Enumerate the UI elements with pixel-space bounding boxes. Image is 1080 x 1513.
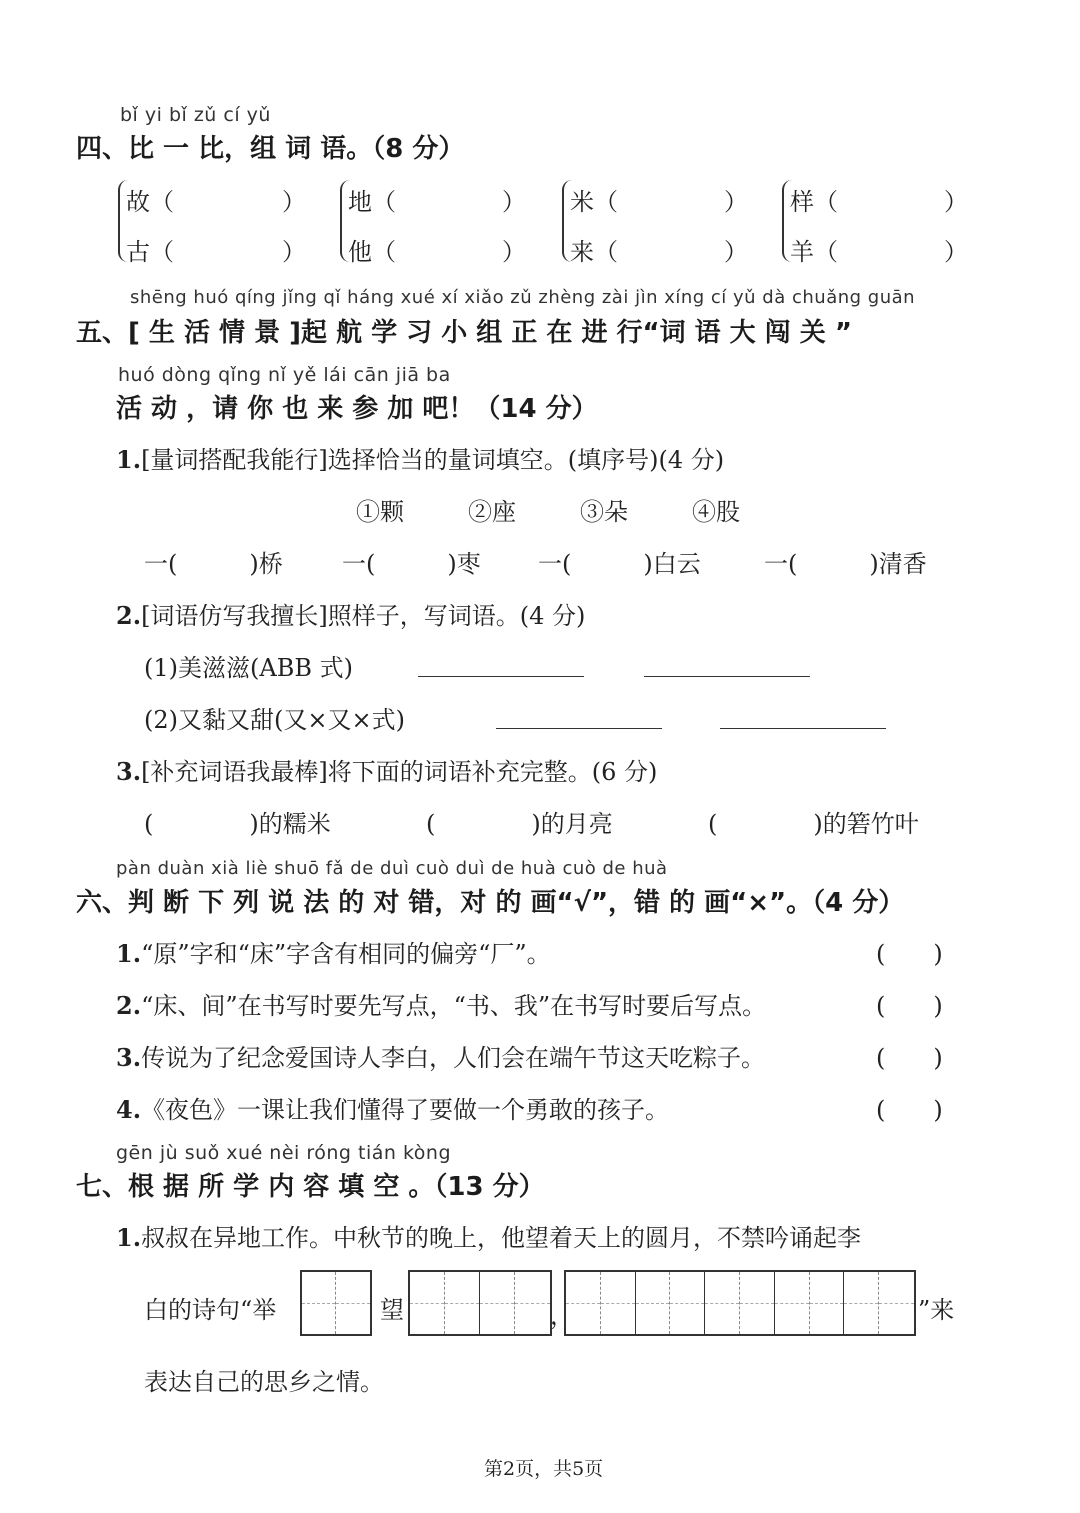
question-5-2 (116, 596, 585, 631)
grid-cell[interactable] (775, 1272, 810, 1334)
judgement-item-2 (116, 986, 766, 1021)
writing-grid-1[interactable] (300, 1270, 372, 1336)
answer-line[interactable] (720, 728, 886, 729)
item-number: 4. (116, 1095, 142, 1124)
grid-cell[interactable] (740, 1272, 775, 1334)
completion-blank[interactable]: ( )的糯米 (144, 810, 331, 838)
question-7-1 (116, 1218, 861, 1253)
grid-cell[interactable] (480, 1272, 515, 1334)
poem-suffix: ”来 (918, 1296, 955, 1324)
paren-close: ） (502, 238, 526, 266)
item-text: 传说为了纪念爱国诗人李白，人们会在端午节这天吃粽子。 (141, 1044, 766, 1072)
imitation-item-1: (1)美滋滋(ABB 式) (144, 654, 353, 682)
judgement-answer-blank[interactable]: ( ) (876, 1096, 943, 1124)
answer-line[interactable] (496, 728, 662, 729)
pair-bottom-char: 羊（ (790, 238, 838, 266)
question-7-1-line3: 表达自己的思乡之情。 (144, 1368, 384, 1396)
section7-title: 七、根 据 所 学 内 容 填 空 。（13 分） (76, 1172, 545, 1202)
measure-word-option: ③朵 (580, 498, 628, 526)
grid-cell[interactable] (515, 1272, 550, 1334)
section4-title: 四、比 一 比，组 词 语。（8 分） (76, 134, 465, 164)
judgement-item-3 (116, 1038, 765, 1073)
writing-grid-2[interactable] (408, 1270, 552, 1336)
grid-cell[interactable] (636, 1272, 671, 1334)
completion-blank[interactable]: ( )的月亮 (426, 810, 613, 838)
paren-close: ） (502, 188, 526, 216)
writing-grid-3[interactable] (564, 1270, 916, 1336)
paren-close: ） (724, 238, 748, 266)
pair-top-char: 样（ (790, 188, 838, 216)
pair-bottom-char: 来（ (570, 238, 618, 266)
section5-pinyin-line1: shēng huó qíng jǐng qǐ háng xué xí xiǎo zǔ zhèng zài jìn xíng cí yǔ dà chuǎng guān (130, 287, 916, 308)
question-5-1 (116, 440, 724, 475)
question-number: 1. (116, 445, 142, 474)
grid-cell[interactable] (566, 1272, 601, 1334)
grid-cell[interactable] (302, 1272, 336, 1334)
grid-cell[interactable] (601, 1272, 636, 1334)
section6-title: 六、判 断 下 列 说 法 的 对 错，对 的 画“√”，错 的 画“×”。（4 分） (76, 888, 905, 918)
section4-pinyin: bǐ yi bǐ zǔ cí yǔ (120, 104, 271, 126)
poem-middle-char: 望 (380, 1296, 404, 1324)
measure-word-option: ②座 (468, 498, 516, 526)
paren-close: ） (944, 238, 968, 266)
measure-word-blank[interactable]: 一( )桥 (144, 550, 283, 578)
question-5-3 (116, 752, 657, 787)
grid-cell[interactable] (705, 1272, 740, 1334)
grid-cell[interactable] (445, 1272, 480, 1334)
question-text: [量词搭配我能行]选择恰当的量词填空。(填序号)(4 分) (141, 446, 725, 474)
item-number: 2. (116, 991, 142, 1020)
question-text: [补充词语我最棒]将下面的词语补充完整。(6 分) (141, 758, 658, 786)
pair-top-char: 米（ (570, 188, 618, 216)
judgement-answer-blank[interactable]: ( ) (876, 992, 943, 1020)
grid-cell[interactable] (410, 1272, 445, 1334)
question-number: 3. (116, 757, 142, 786)
page-number: 第2页，共5页 (484, 1458, 604, 1480)
question-text: [词语仿写我擅长]照样子，写词语。(4 分) (141, 602, 586, 630)
measure-word-blank[interactable]: 一( )枣 (342, 550, 481, 578)
item-number: 1. (116, 939, 142, 968)
grid-cell[interactable] (844, 1272, 879, 1334)
completion-blank[interactable]: ( )的箬竹叶 (708, 810, 919, 838)
item-text: “床、间”在书写时要先写点，“书、我”在书写时要后写点。 (141, 992, 767, 1020)
section5-pinyin-line2: huó dòng qǐng nǐ yě lái cān jiā ba (118, 364, 451, 386)
pair-bottom-char: 他（ (348, 238, 396, 266)
grid-cell[interactable] (336, 1272, 370, 1334)
pair-bottom-char: 古（ (126, 238, 174, 266)
paren-close: ） (282, 188, 306, 216)
section5-title-line2: 活 动 ，请 你 也 来 参 加 吧！（14 分） (116, 394, 598, 424)
measure-word-blank[interactable]: 一( )清香 (764, 550, 927, 578)
judgement-item-4 (116, 1090, 669, 1125)
question-number: 2. (116, 601, 142, 630)
question-text: 叔叔在异地工作。中秋节的晚上，他望着天上的圆月，不禁吟诵起李 (141, 1224, 862, 1252)
grid-cell[interactable] (670, 1272, 705, 1334)
paren-close: ） (282, 238, 306, 266)
section7-pinyin: gēn jù suǒ xué nèi róng tián kòng (116, 1142, 452, 1164)
grid-cell[interactable] (810, 1272, 845, 1334)
judgement-item-1 (116, 934, 551, 969)
grid-cell[interactable] (879, 1272, 914, 1334)
pair-top-char: 故（ (126, 188, 174, 216)
question-number: 1. (116, 1223, 142, 1252)
item-text: 《夜色》一课让我们懂得了要做一个勇敢的孩子。 (141, 1096, 670, 1124)
item-text: “原”字和“床”字含有相同的偏旁“厂”。 (141, 940, 551, 968)
imitation-item-2: (2)又黏又甜(又×又×式) (144, 706, 405, 734)
section6-pinyin: pàn duàn xià liè shuō fǎ de duì cuò duì de huà cuò de huà (116, 858, 668, 879)
measure-word-option: ①颗 (356, 498, 404, 526)
poem-prefix: 白的诗句“举 (144, 1296, 277, 1324)
paren-close: ） (944, 188, 968, 216)
answer-line[interactable] (418, 676, 584, 677)
section5-title-line1: 五、[ 生 活 情 景 ]起 航 学 习 小 组 正 在 进 行“词 语 大 闯 关 ” (76, 318, 852, 348)
item-number: 3. (116, 1043, 142, 1072)
paren-close: ） (724, 188, 748, 216)
judgement-answer-blank[interactable]: ( ) (876, 940, 943, 968)
answer-line[interactable] (644, 676, 810, 677)
pair-top-char: 地（ (348, 188, 396, 216)
measure-word-option: ④股 (692, 498, 740, 526)
measure-word-blank[interactable]: 一( )白云 (538, 550, 701, 578)
poem-comma: ， (550, 1302, 574, 1330)
judgement-answer-blank[interactable]: ( ) (876, 1044, 943, 1072)
